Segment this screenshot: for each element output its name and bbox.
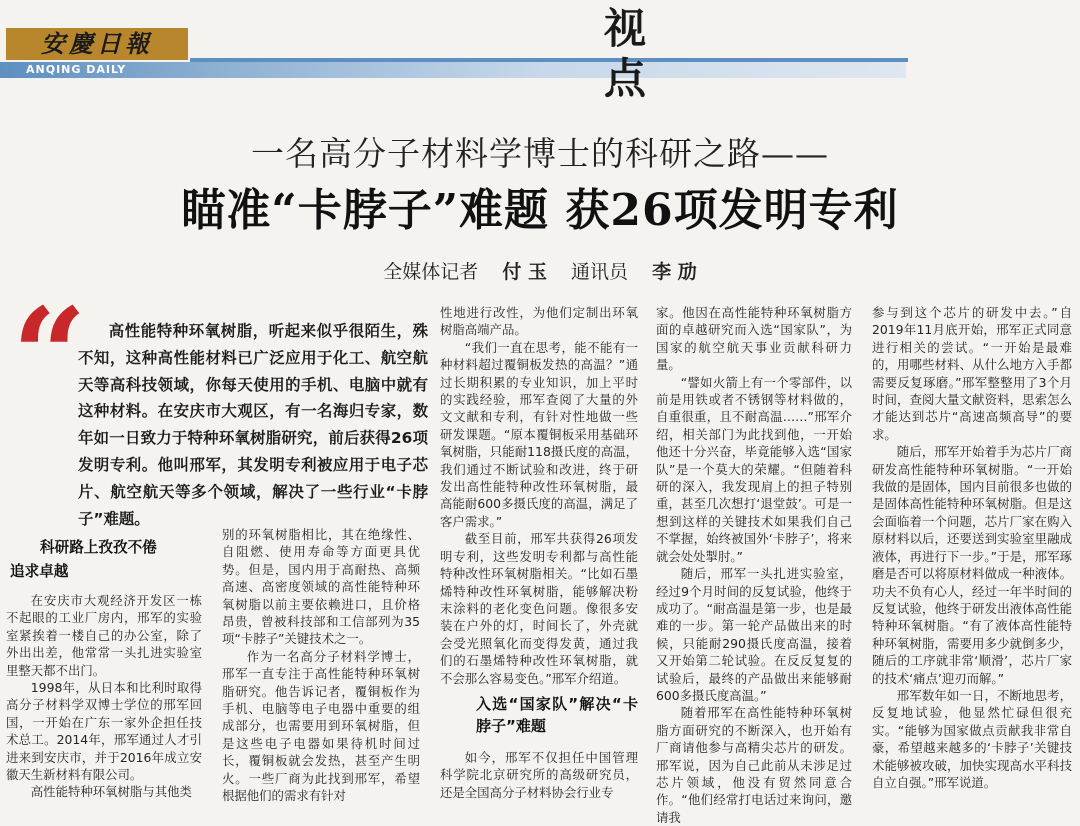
subhead-2: 入选“国家队”解决“卡脖子”难题	[476, 694, 638, 735]
article-byline	[0, 258, 1080, 286]
column-4-paragraph: 随后，邢军一头扎进实验室，经过9个月时间的反复试验，他终于成功了。“耐高温是第一步，也是最难的一步。第一轮产品做出来的时候，只能耐290摄氏度高温，接着又开始第二轮试验。在反反复复的试验后，最终的产品做出来能够耐600多摄氏度高温。”	[656, 566, 852, 703]
article-column-1	[6, 592, 202, 812]
column-2-paragraph: 作为一名高分子材料学博士，邢军一直专注于高性能特种环氧树脂研究。他告诉记者，覆铜板作为手机、电脑等电子电器中重要的组成部分，也需要用到环氧树脂，但是这些电子电器如果待机时间过长，覆铜板就会发热，甚至产生明火。一些厂商为此找到邢军，希望根据他们的需求有针对	[222, 648, 420, 804]
newspaper-english-name: ANQING DAILY	[26, 63, 127, 76]
article-headline: 瞄准“卡脖子”难题 获26项发明专利	[181, 185, 899, 236]
byline-reporter-name: 付 玉	[502, 261, 547, 283]
column-2-paragraph: 别的环氧树脂相比，其在绝缘性、自阻燃、使用寿命等方面更具优势。但是，国内用于高耐热、高频高速、高密度领域的高性能特种环氧树脂以前主要依赖进口，且价格昂贵，曾被科技部和工信部列为35项“卡脖子”关键技术之一。	[222, 527, 420, 647]
column-4-paragraph: 家。他因在高性能特种环氧树脂方面的卓越研究而入选“国家队”，为国家的航空航天事业贡献科研力量。	[656, 305, 852, 373]
column-1-paragraph: 高性能特种环氧树脂与其他类	[30, 784, 192, 800]
byline-correspondent-role: 通讯员	[571, 261, 629, 283]
article-column-4	[656, 304, 852, 825]
column-3-paragraph: 如今，邢军不仅担任中国管理科学院北京研究所的高级研究员，还是全国高分子材料协会行业专	[440, 749, 638, 800]
column-3-paragraph: 截至目前，邢军共获得26项发明专利，这些发明专利都与高性能特种改性环氧树脂相关。“比如石墨烯特种改性环氧树脂，能够解决粉末涂料的老化变色问题。像很多安装在户外的灯，时间长了，外壳就会受光照氧化而变得发黄，通过我们的石墨烯特种改性环氧树脂，就不会那么容易变色。”邢军介绍道。	[440, 531, 638, 686]
article-column-5	[872, 304, 1072, 812]
column-4-paragraph: “譬如火箭上有一个零部件，以前是用铁或者不锈钢等材料做的，自重很重，且不耐高温……”邢军介绍，相关部门为此找到他，一开始他还十分兴奋，毕竟能够入选“国家队”是一个莫大的荣耀。“但随着科研的深入，我发现肩上的担子特别重，甚至几次想打‘退堂鼓’。可是一想到这样的关键技术如果我们自己不掌握，始终被国外‘卡脖子’，将来就会处处掣肘。”	[656, 374, 852, 564]
column-4-paragraph: 随着邢军在高性能特种环氧树脂方面研究的不断深入，也开始有厂商请他参与高精尖芯片的研发。邢军说，因为自己此前从未涉足过芯片领域，他没有贸然同意合作。“他们经常打电话过来询问，邀请我	[656, 705, 852, 825]
column-5-paragraph: 邢军数年如一日，不断地思考，反复地试验，他显然忙碌但很充实。“能够为国家做点贡献我非常自豪，希望越来越多的‘卡脖子’关键技术能够被攻破，加快实现高水平科技自立自强。”邢军说道。	[872, 687, 1072, 790]
article-kicker: 一名高分子材料学博士的科研之路——	[251, 134, 829, 173]
lead-text: 高性能特种环氧树脂，听起来似乎很陌生，殊不知，这种高性能材料已广泛应用于化工、航空航天等高科技领域，你每天使用的手机、电脑中就有这种材料。在安庆市大观区，有一名海归专家，数年如一日致力于特种环氧树脂研究，前后获得26项发明专利。他叫邢军，其发明专利被应用于电子芯片、航空航天等多个领域，解决了一些行业“卡脖子”难题。	[78, 322, 428, 528]
subhead-1-line1: 科研路上孜孜不倦	[40, 539, 157, 556]
lead-quote-mark-icon: “	[12, 279, 75, 432]
section-label: 视点	[604, 4, 701, 103]
subhead-1-line2: 追求卓越	[10, 563, 69, 580]
article-column-3	[440, 304, 638, 812]
column-3-paragraph: “我们一直在思考，能不能有一种材料超过覆铜板发热的高温？”通过长期积累的专业知识，加上平时的实践经验，邢军查阅了大量的外文文献和专利，有针对性地做一些研发课题。“原本覆铜板采用基础环氧树脂，只能耐118摄氏度的高温，我们通过不断试验和改进，终于研发出高性能特种改性环氧树脂，最高能耐600多摄氏度的高温，满足了客户需求。”	[440, 339, 638, 529]
byline-correspondent-name: 李 劢	[652, 261, 697, 283]
subhead-1	[10, 536, 202, 584]
byline-reporter-role: 全媒体记者	[383, 261, 479, 283]
column-3-paragraph: 性地进行改性，为他们定制出环氧树脂高端产品。	[440, 305, 638, 338]
column-1-paragraph: 1998年，从日本和比利时取得高分子材料学双博士学位的邢军回国，一开始在广东一家外企担任技术总工。2014年，邢军通过人才引进来到安庆市，并于2016年成立安徽天生新材料有限公司。	[6, 680, 202, 783]
article-column-2	[222, 526, 420, 812]
article-lead	[78, 318, 428, 532]
masthead-band	[0, 62, 906, 78]
column-1-paragraph: 在安庆市大观经济开发区一栋不起眼的工业厂房内，邢军的实验室紧挨着一楼自己的办公室，除了外出出差，他常常一头扎进实验室里整天都不出门。	[6, 593, 202, 678]
column-5-paragraph: 参与到这个芯片的研发中去。”自2019年11月底开始，邢军正式同意进行相关的尝试。“一开始是最难的，用哪些材料、从什么地方入手都需要反复琢磨。”邢军整整用了3个月时间，查阅大量文献资料，思索怎么才能达到芯片“高速高频高导”的要求。	[872, 305, 1072, 442]
column-5-paragraph: 随后，邢军开始着手为芯片厂商研发高性能特种环氧树脂。“一开始我做的是固体，国内目前很多也做的是固体高性能特种环氧树脂。但是这会面临着一个问题，芯片厂家在购入原材料以后，还要送到实验室里融成液体，再进行下一步。”于是，邢军琢磨是否可以将原材料做成一种液体。功夫不负有心人，经过一年半时间的反复试验，他终于研发出液体高性能特种环氧树脂。“有了液体高性能特种环氧树脂，需要用多少就倒多少，随后的工序就非常‘顺滑’，芯片厂家的技术‘痛点’迎刃而解。”	[872, 444, 1072, 686]
newspaper-logo: 安慶日報	[6, 28, 188, 60]
